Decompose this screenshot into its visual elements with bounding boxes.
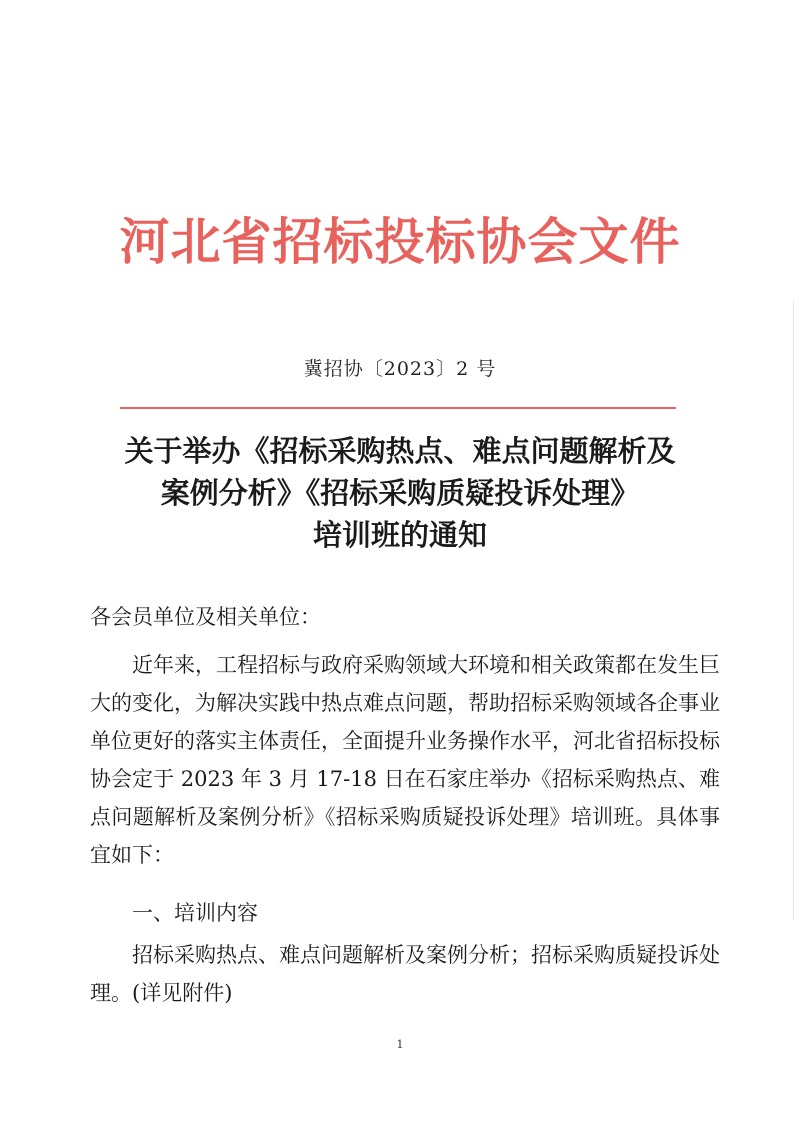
salutation: 各会员单位及相关单位： xyxy=(90,605,321,629)
intro-paragraph: 近年来，工程招标与政府采购领域大环境和相关政策都在发生巨大的变化，为解决实践中热点难点问题，帮助招标采购领域各企事业单位更好的落实主体责任，全面提升业务操作水平，河北省招标投标协会定于 2023 年 3 月 17-18 日在石家庄举办《招标采购热点、难点问题解析及案例分析》《招标采购质疑投诉处理》培训班。具体事宜如下： xyxy=(90,653,720,867)
header-divider-line xyxy=(120,407,676,409)
document-header-title: 河北省招标投标协会文件 xyxy=(119,212,681,271)
notice-title-line-3: 培训班的通知 xyxy=(312,518,487,552)
notice-title-line-1: 关于举办《招标采购热点、难点问题解析及 xyxy=(124,434,676,468)
page-edge-shadow xyxy=(793,300,794,920)
page-number: 1 xyxy=(396,1038,404,1051)
notice-title-line-2: 案例分析》《招标采购质疑投诉处理》 xyxy=(160,476,640,510)
section-body-training-content: 招标采购热点、难点问题解析及案例分析；招标采购质疑投诉处理。(详见附件) xyxy=(90,943,720,1005)
notice-title xyxy=(0,430,800,556)
section-heading-training-content: 一、培训内容 xyxy=(132,901,258,925)
document-number: 冀招协〔2023〕2 号 xyxy=(303,358,497,380)
